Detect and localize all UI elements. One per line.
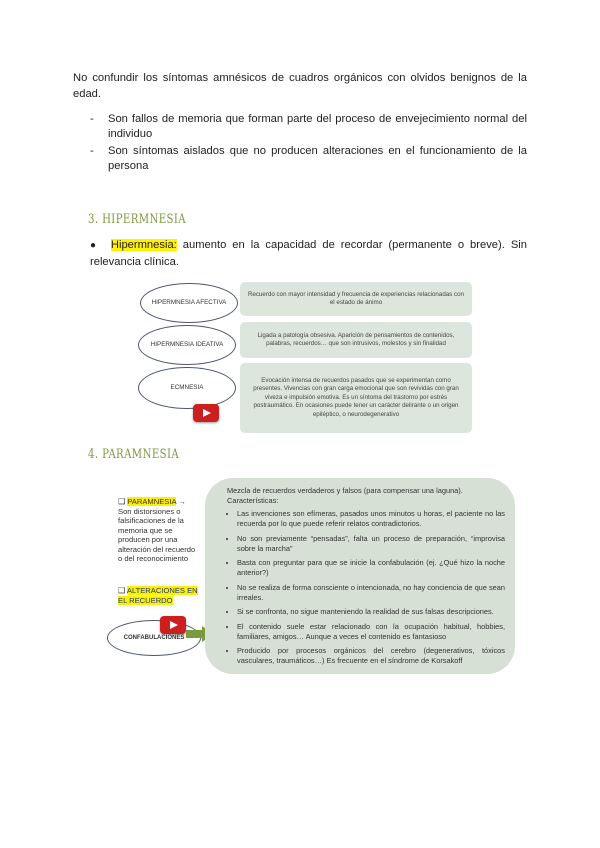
section-heading: 4. PARAMNESIA (88, 447, 180, 462)
characteristics-list (227, 509, 505, 666)
paramnesia-label: PARAMNESIA (127, 497, 177, 506)
definition-text: aumento en la capacidad de recordar (permanente o breve). Sin relevancia clínica. (90, 239, 527, 268)
definition-bullet (90, 237, 527, 270)
highlighted-term: Hipermnesia: (110, 239, 177, 251)
checkbox-icon: ❑ (118, 497, 126, 506)
diagram-box: Recuerdo con mayor intensidad y frecuencia de experiencias relacionadas con el estado de ánimo (240, 282, 472, 316)
confabulaciones-box (205, 478, 515, 674)
list-item: - Son síntomas aislados que no producen alteraciones en el funcionamiento de la persona (90, 145, 527, 172)
video-play-icon[interactable] (193, 404, 219, 422)
list-item: - Son fallos de memoria que forman parte del proceso de envejecimiento normal del individuo (90, 113, 527, 140)
list-item: • Producido por procesos orgánicos del cerebro (degenerativos, tóxicos vasculares, traumáticos…) Es frecuente en el síndrome de Korsakoff (237, 646, 505, 666)
diagram-node: HIPERMNESIA IDEATIVA (138, 325, 236, 365)
box-intro: Mezcla de recuerdos verdaderos y falsos (para compensar una laguna). Características: (227, 486, 463, 505)
video-play-icon[interactable] (160, 616, 186, 634)
paramnesia-text: Son distorsiones o falsificaciones de la memoria que se producen por una alteración del recuerdo o del reconocimiento (118, 506, 196, 563)
list-item: • Basta con preguntar para que se inicie la confabulación (ej. ¿Qué hizo la noche anterior?) (237, 558, 505, 578)
diagram-box: Ligada a patología obsesiva. Aparición de pensamientos de contenidos, palabras, recuerdos… que son intrusivos, molestos y sin finalidad (240, 322, 472, 358)
confabulaciones-node: CONFABULACIONES (107, 620, 201, 656)
section-heading: 3. HIPERMNESIA (88, 212, 186, 227)
list-item: • El contenido suele estar relacionado con la ocupación habitual, hobbies, familiares, amigos… Aunque a veces el contenido es fantasioso (237, 622, 505, 642)
intro-paragraph: No confundir los síntomas amnésicos de cuadros orgánicos con olvidos benignos de la edad. (73, 72, 527, 100)
alteraciones-label: ALTERACIONES EN EL RECUERDO (118, 586, 198, 605)
paramnesia-definition (118, 497, 200, 564)
list-item: • No se realiza de forma consciente o intencionada, no hay conciencia de que sean irreales. (237, 583, 505, 603)
alteraciones-item (118, 586, 200, 605)
diagram-node: ECMNESIA (138, 367, 236, 409)
list-item: • Si se confronta, no sigue manteniendo la realidad de sus falsas descripciones. (237, 607, 505, 617)
list-item: • No son previamente “pensadas”, falta un proceso de preparación, “improvisa sobre la marcha” (237, 534, 505, 554)
bullet-icon: ● (90, 240, 99, 251)
arrow-icon: → (178, 497, 186, 506)
diagram-node: HIPERMNESIA AFECTIVA (140, 283, 238, 323)
checkbox-icon: ❑ (118, 586, 126, 595)
diagram-box: Evocación intensa de recuerdos pasados que se experimentan como presentes. Vivencias con gran carga emocional que son revividas con gran viveza e impulsión emotiva. Es un síntoma del trastorno por estrés postraumático. En ocasiones puede tener un carácter delirante o un origen epiléptico, o neurodegenerativo (240, 363, 472, 433)
list-item: • Las invenciones son efímeras, pasados unos minutos u horas, el paciente no las recuerda por lo que puede referir relatos contradictorios. (237, 509, 505, 529)
